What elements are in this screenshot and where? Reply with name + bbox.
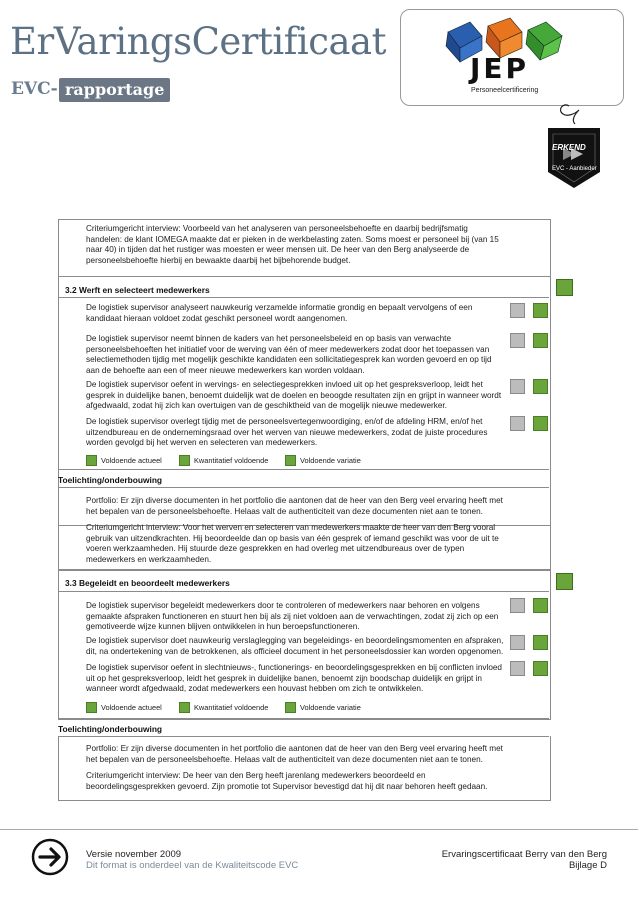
criterion-check-grey[interactable]	[510, 661, 525, 676]
legend-variatie-label: Voldoende variatie	[300, 703, 361, 712]
section-33-criterion-3: De logistiek supervisor oefent in slechtnieuws-, functionerings- en beoordelingsgesprekken en bij conflicten invloed uit op het gespreksverloop, leidt het gesprek in duidelijke banen, benoemt zijn boodschap duidelijk en grijpt in wanneer wordt afgedwaald, zodat medewerkers een houvast hebben om zich te ontwikkelen.	[86, 663, 502, 693]
section-32-criterion-2: De logistiek supervisor neemt binnen de kaders van het personeelsbeleid en op basis van verwachte personeelsbehoeften het initiatief voor de werving van één of meer medewerkers zodat door het toepassen van selectiemethoden tijdig met mogelijk geschikte kandidaten een sollicitatiegesprek kan worden gevoerd en op tijd aan de behoefte aan een of meer nieuwe medewerkers kan worden voldaan.	[86, 334, 492, 375]
criterion-check-grey[interactable]	[510, 635, 525, 650]
top-block-interview: Criteriumgericht interview: Voorbeeld van het analyseren van personeelsbehoefte en daarbij bedrijfsmatig handelen: de klant IOMEGA maakte dat er pieken in de werkbelasting zaten. Soms moest er personeel bij (van 15 naar 40) in tijden dat het rustiger was moesten er weer mensen uit. De heer van den Berg analyseerde de personeelsbehoefte hierbij en bewaakte daarbij het bijbehorende budget.	[86, 224, 499, 265]
section-33-criterion-1: De logistiek supervisor begeleidt medewerkers door te controleren of medewerkers naar behoren en volgens gemaakte afspraken functioneren en stuurt hen bij als zij niet voldoen aan de verwachtingen, zodat zij zich op een gemotiveerde wijze kunnen blijven ontwikkelen in hun beroepsfunctioneren.	[86, 601, 499, 631]
criterion-check-green[interactable]	[533, 379, 548, 394]
section-32-status-box	[556, 279, 573, 296]
criterion-check-grey[interactable]	[510, 416, 525, 431]
criterion-check-green[interactable]	[533, 333, 548, 348]
footer-appendix: Bijlage D	[568, 860, 607, 871]
section-33-criterion-2: De logistiek supervisor doet nauwkeurig verslaglegging van begeleidings- en beoordelingsmomenten en afspraken, dit, na ondertekening van de betrokkenen, als officieel document in het personeelsdossier kan worden opgenomen.	[86, 636, 504, 656]
criterion-check-green[interactable]	[533, 303, 548, 318]
legend-kwantitatief-box[interactable]	[179, 455, 190, 466]
criterion-check-green[interactable]	[533, 598, 548, 613]
legend-variatie-box[interactable]	[285, 702, 296, 713]
legend-actueel-label: Voldoende actueel	[101, 456, 162, 465]
criterion-check-grey[interactable]	[510, 333, 525, 348]
legend-kwantitatief-box[interactable]	[179, 702, 190, 713]
section-32-heading: 3.2 Werft en selecteert medewerkers	[65, 285, 210, 295]
jep-logo-text: JEP	[470, 52, 530, 85]
section-32-toelichting-heading: Toelichting/onderbouwing	[58, 475, 163, 485]
footer-version: Versie november 2009	[86, 849, 182, 860]
footer-code-note: Dit format is onderdeel van de Kwaliteitscode EVC	[86, 860, 299, 871]
legend-variatie-box[interactable]	[285, 455, 296, 466]
footer-divider	[0, 829, 638, 830]
section-32-portfolio: Portfolio: Er zijn diverse documenten in het portfolio die aantonen dat de heer van den Berg veel ervaring heeft met het bepalen van de personeelsbehoefte. Helaas valt de authenticiteit van deze documenten niet aan te tonen.	[86, 496, 503, 516]
sub-rapportage-label: rapportage	[59, 78, 170, 102]
criterion-check-green[interactable]	[533, 416, 548, 431]
erkend-badge-label: ERKEND	[552, 143, 586, 152]
arrow-right-circle-icon[interactable]	[31, 838, 69, 876]
section-32-criterion-1: De logistiek supervisor analyseert nauwkeurig verzamelde informatie grondig en bepaalt vervolgens of een kandidaat hieraan voldoet zodat geschikt personeel wordt aangenomen.	[86, 303, 473, 323]
criterion-check-grey[interactable]	[510, 598, 525, 613]
section-32-interview: Criteriumgericht interview: Voor het werven en selecteren van medewerkers maakte de heer van den Berg vooral gebruik van uitzendkrachten. Hij beoordeelde dan op basis van één gesprek of iemand geschikt was voor de uit te voeren werkzaamheden. Hij stuurde deze gesprekken en had overleg met uitzendbureaus over de typen medewerkers en werkzaamheden.	[86, 523, 499, 564]
legend-actueel-box[interactable]	[86, 702, 97, 713]
section-32-divider	[58, 297, 549, 298]
footer-cert-name: Ervaringscertificaat Berry van den Berg	[441, 849, 607, 860]
legend-actueel-label: Voldoende actueel	[101, 703, 162, 712]
section-33-toelichting-heading: Toelichting/onderbouwing	[58, 724, 163, 734]
erkend-badge-sublabel: EVC - Aanbieder	[552, 166, 597, 172]
legend-kwantitatief-label: Kwantitatief voldoende	[194, 703, 269, 712]
section-32-criterion-3: De logistiek supervisor oefent in wervings- en selectiegesprekken invloed uit op het gespreksverloop, leidt het gesprek in duidelijke banen, benoemt duidelijk wat de doelen en beoogde resultaten zijn en grijpt in wanneer wordt afgedwaald, zodat hij zich kan overtuigen van de geschiktheid van de mogelijk nieuwe medewerker.	[86, 380, 502, 410]
section-33-heading: 3.3 Begeleidt en beoordeelt medewerkers	[65, 578, 230, 588]
document-title: ErVaringsCertificaat	[10, 20, 386, 63]
section-33-portfolio: Portfolio: Er zijn diverse documenten in het portfolio die aantonen dat de heer van den Berg veel ervaring heeft met het bepalen van de personeelsbehoefte. Helaas valt de authenticiteit van deze documenten niet aan te tonen.	[86, 744, 503, 764]
criterion-check-green[interactable]	[533, 635, 548, 650]
section-33-interview: Criteriumgericht interview: De heer van den Berg heeft jarenlang medewerkers beoordeeld en beoordelingsgesprekken gevoerd. Zijn promotie tot Supervisor bevestigd dat hij dit naar behoren heeft gedaan.	[86, 771, 488, 791]
legend-kwantitatief-label: Kwantitatief voldoende	[194, 456, 269, 465]
criterion-check-green[interactable]	[533, 661, 548, 676]
sub-prefix: EVC-	[11, 79, 58, 99]
section-33-divider	[58, 591, 549, 592]
legend-actueel-box[interactable]	[86, 455, 97, 466]
section-32-criterion-4: De logistiek supervisor overlegt tijdig met de personeelsvertegenwoordiging, en/of de afdeling HRM, en/of het uitzendbureau en de ondernemingsraad over het werven van nieuwe medewerkers, zodat de juiste procedures worden gevolgd bij het werven en selecteren van medewerkers.	[86, 417, 488, 447]
section-33-toelichting-divider	[58, 718, 549, 719]
criterion-check-grey[interactable]	[510, 303, 525, 318]
legend-variatie-label: Voldoende variatie	[300, 456, 361, 465]
criterion-check-grey[interactable]	[510, 379, 525, 394]
section-32-toelichting-divider	[58, 469, 549, 470]
jep-logo-subtitle: Personeelcertificering	[471, 87, 539, 94]
section-33-status-box	[556, 573, 573, 590]
